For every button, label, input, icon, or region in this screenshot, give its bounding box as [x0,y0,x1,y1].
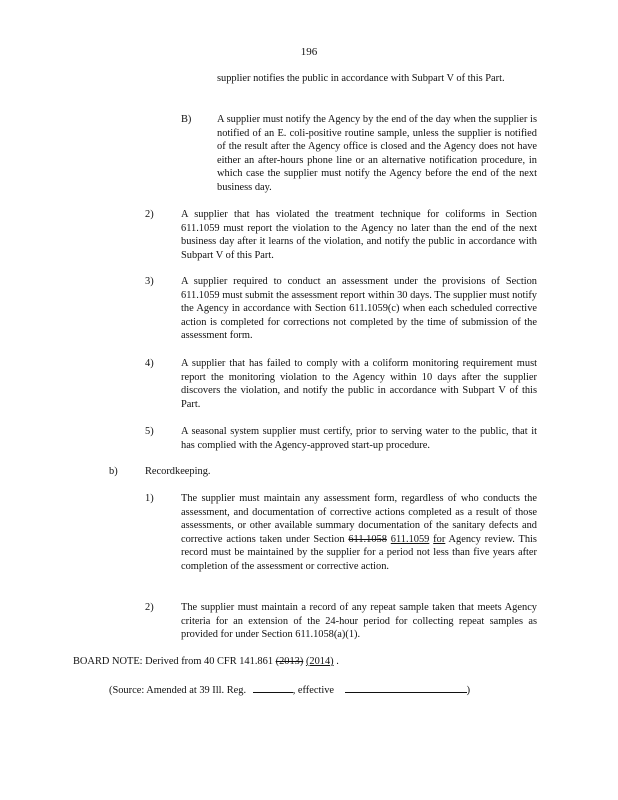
source-line [109,682,529,698]
board-note-prefix: BOARD NOTE: Derived from 40 CFR 141.861 [73,656,274,667]
item-a1-continuation: supplier notifies the public in accordance with Subpart V of this Part. [217,73,505,84]
item-a4-text: A supplier that has failed to comply with a coliform monitoring requirement must report the monitoring violation to the Agency within 10 days after the supplier discovers the violation, and notify the public in accordance with Subpart V of this Part. [181,358,537,410]
item-a3-label: 3) [145,276,154,287]
item-a5-text: A seasonal system supplier must certify, prior to serving water to the public, that it has complied with the Agency-approved start-up procedure. [181,426,537,451]
board-note-suffix: . [336,656,339,667]
item-b1-inserted-section: 611.1059 [390,533,430,545]
item-a1b-text: A supplier must notify the Agency by the end of the day when the supplier is notified of an E. coli-positive routine sample, unless the supplier is notified of the result after the Agency office is closed and the Agency does not have either an after-hours phone line or an alternative notification procedure, in which case the supplier must notify the Agency before the end of the next business day. [217,114,537,193]
board-note-inserted-year: (2014) [305,656,334,667]
source-effective: , effective [292,685,335,696]
item-b1-text-after: Agency review. This record must be maintained by the supplier for a period not less than five years after completion of the assessment or corrective action. [181,533,537,572]
item-b1-text-before: The supplier must maintain any assessment form, regardless of who conducts the assessment, and documentation of corrective actions completed as a result of those assessments, or other available summary documentation of the sanitary defects and corrective actions taken under Section [181,493,537,545]
item-a2-text: A supplier that has violated the treatment technique for coliforms in Section 611.1059 must report the violation to the Agency no later than the end of the next business day after it learns of the violation, and notify the public in accordance with Subpart V of this Part. [181,209,537,261]
item-a1b-label: B) [181,114,192,125]
source-effective-blank [345,682,467,693]
item-b1-inserted-for: for [433,533,446,545]
item-a2-label: 2) [145,209,154,220]
item-b1-text [181,492,537,574]
item-b2-text: The supplier must maintain a record of any repeat sample taken that meets Agency criteria for an extension of the 24-hour period for collecting repeat samples as provided for under Section 611.1058(a)(1). [181,602,537,641]
item-a4-label: 4) [145,358,154,369]
item-a3-text: A supplier required to conduct an assessment under the provisions of Section 611.1059 must submit the assessment report within 30 days. The supplier must notify the Agency in accordance with Section 611.1059(c) when each scheduled corrective action is completed for corrections not completed by the time of submission of the assessment form. [181,276,537,342]
board-note-struck-year: (2013) [275,656,304,667]
board-note [73,655,553,669]
source-prefix: (Source: Amended at 39 Ill. Reg. [109,685,247,696]
section-b-label: b) [109,466,118,477]
page-number: 196 [300,46,318,58]
item-b1-struck-section: 611.1058 [348,533,387,545]
source-close: ) [466,685,471,696]
section-b-heading: Recordkeeping. [145,466,211,477]
item-a5-label: 5) [145,426,154,437]
item-b1-label: 1) [145,493,154,504]
item-b2-label: 2) [145,602,154,613]
source-reg-blank [253,682,293,693]
